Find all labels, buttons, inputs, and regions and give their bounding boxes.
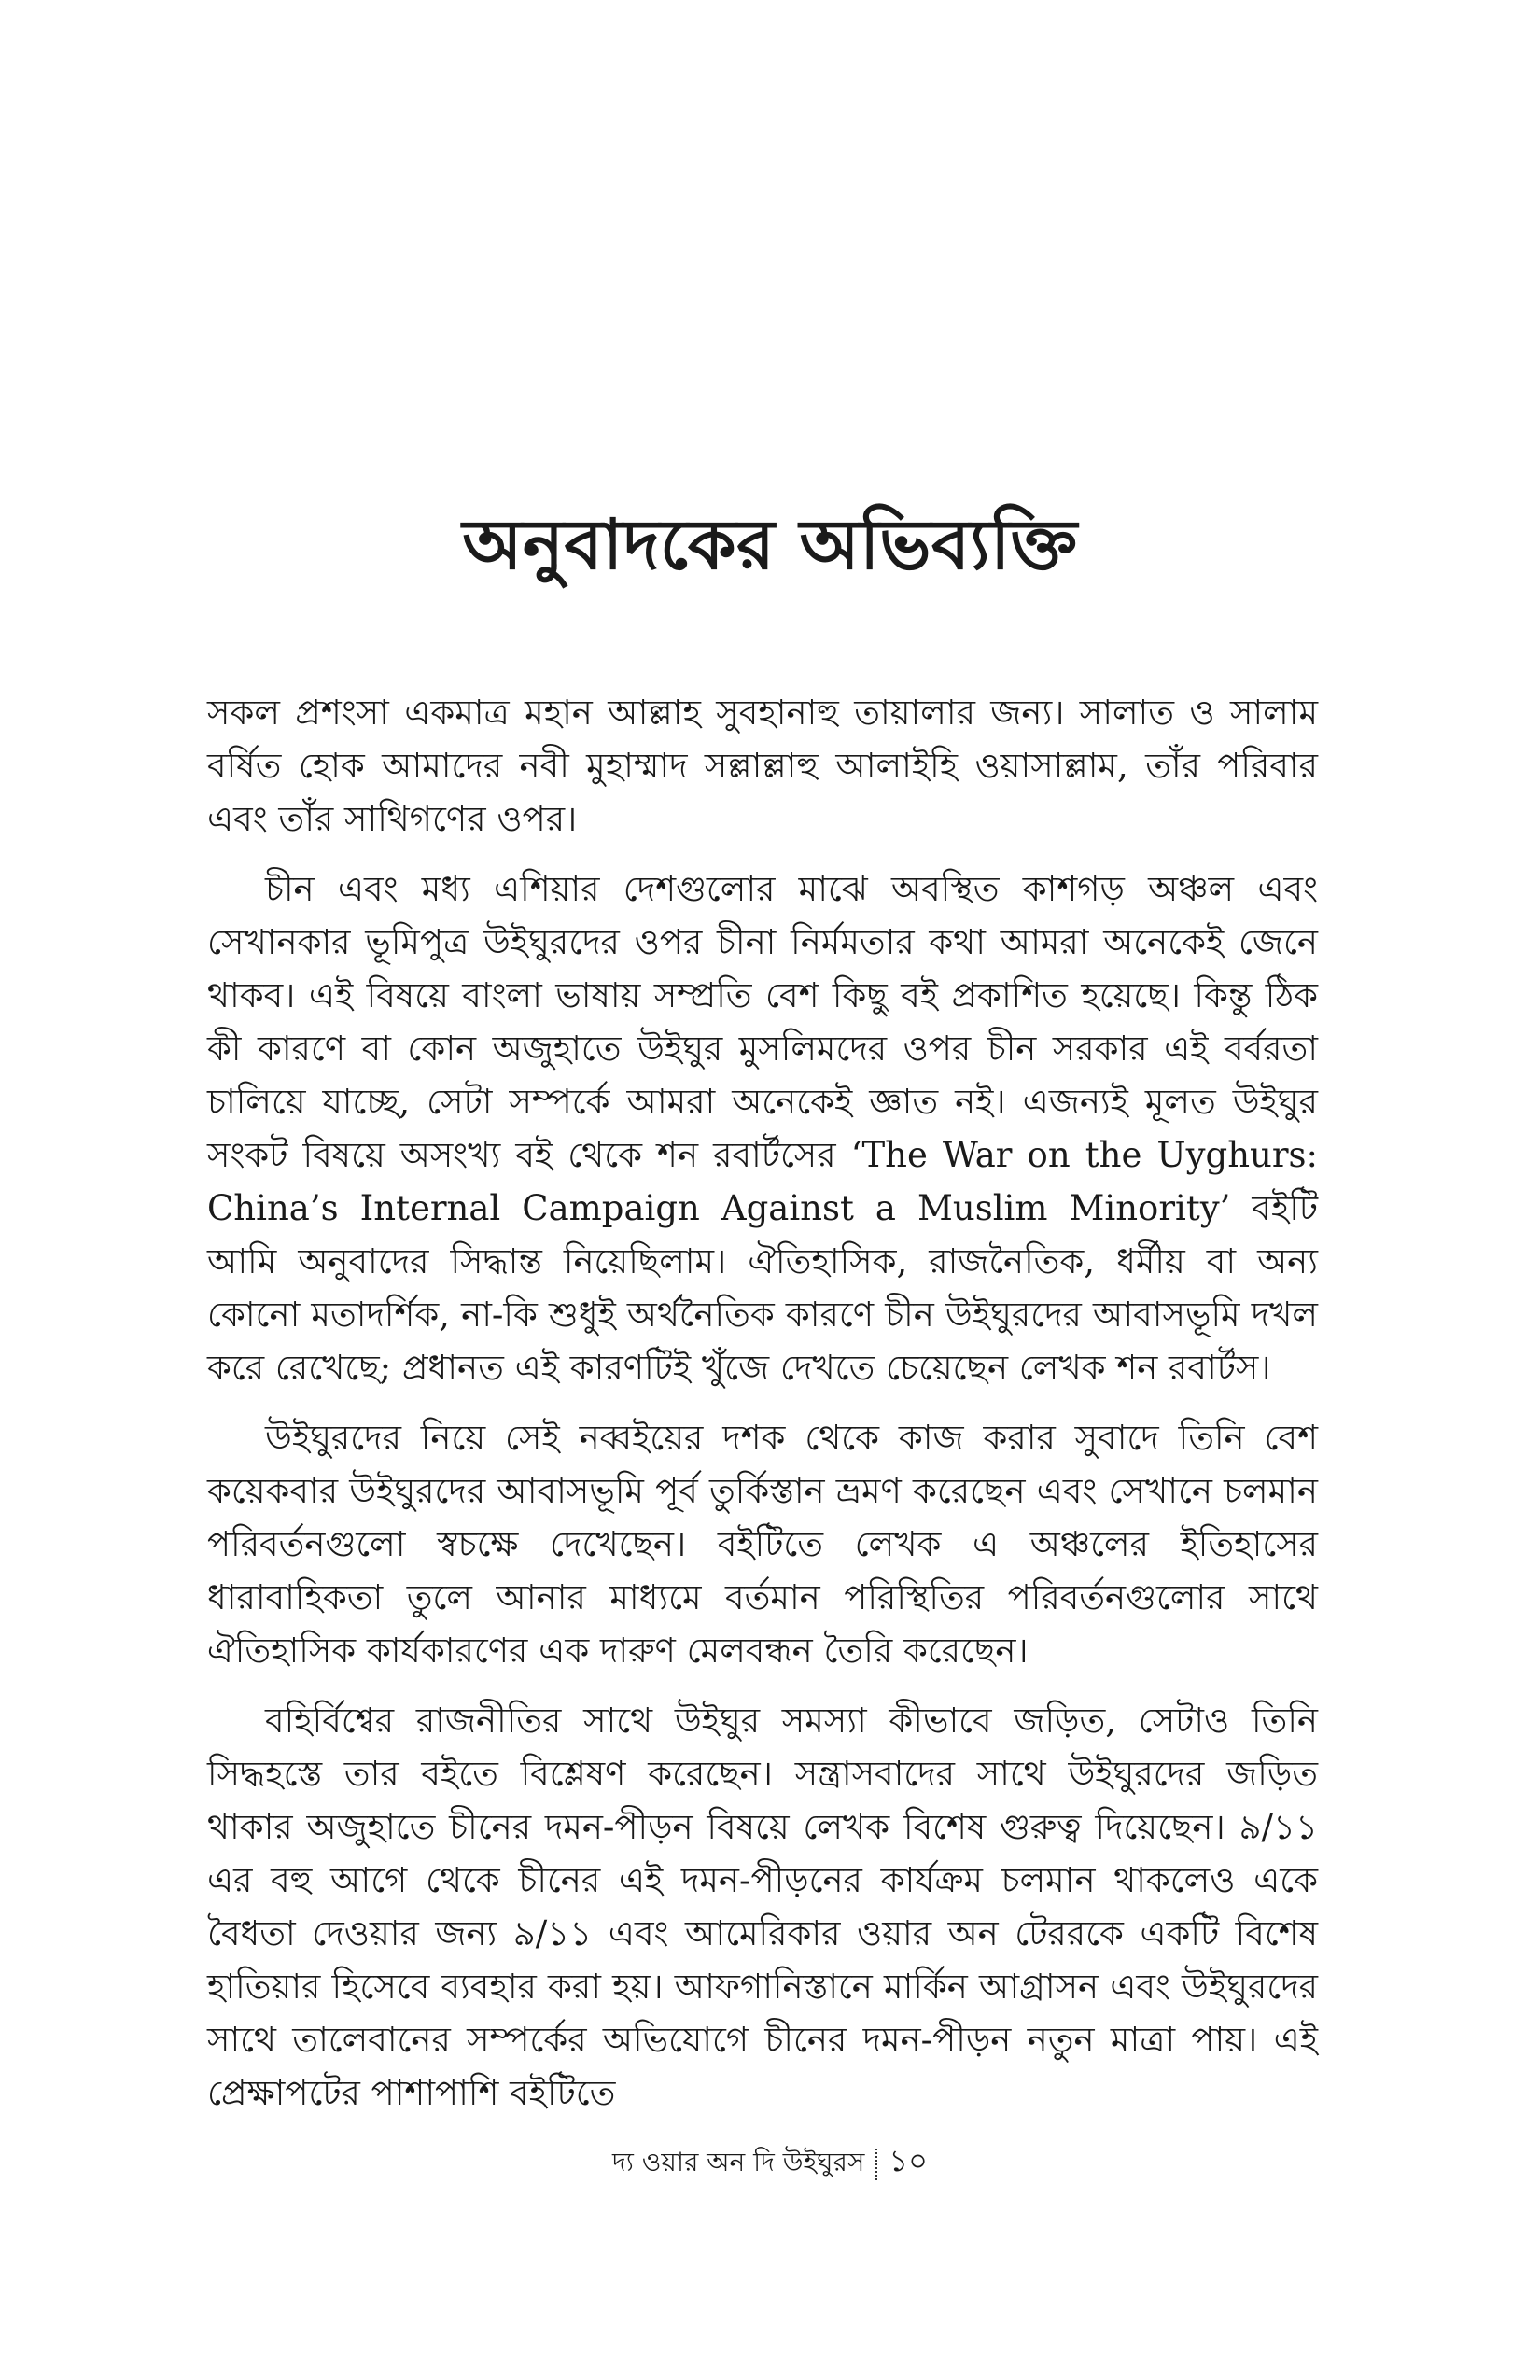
paragraph-3: উইঘুরদের নিয়ে সেই নব্বইয়ের দশক থেকে কাজ করার সুবাদে তিনি বেশ কয়েকবার উইঘুরদের আবাসভূমি পূর্ব তুর্কিস্তান ভ্রমণ করেছেন এবং সেখানে চলমান পরিবর্তনগুলো স্বচক্ষে দেখেছেন। বইটিতে লেখক এ অঞ্চলের ইতিহাসের ধারাবাহিকতা তুলে আনার মাধ্যমে বর্তমান পরিস্থিতির পরিবর্তনগুলোর সাথে ঐতিহাসিক কার্যকারণের এক দারুণ মেলবন্ধন তৈরি করেছেন। (207, 1418, 1318, 1671)
paragraph-2: চীন এবং মধ্য এশিয়ার দেশগুলোর মাঝে অবস্থিত কাশগড় অঞ্চল এবং সেখানকার ভূমিপুত্র উইঘুরদের ওপর চীনা নির্মমতার কথা আমরা অনেকেই জেনে থাকব। এই বিষয়ে বাংলা ভাষায় সম্প্রতি বেশ কিছু বই প্রকাশিত হয়েছে। কিন্তু ঠিক কী কারণে বা কোন অজুহাতে উইঘুর মুসলিমদের ওপর চীন সরকার এই বর্বরতা চালিয়ে যাচ্ছে, সেটা সম্পর্কে আমরা অনেকেই জ্ঞাত নই। এজন্যই মূলত উইঘুর সংকট বিষয়ে অসংখ্য বই থেকে শন রবার্টসের ‘The War on the Uyghurs: China’s Internal Campaign Against a Muslim Minority’ বইটি আমি অনুবাদের সিদ্ধান্ত নিয়েছিলাম। ঐতিহাসিক, রাজনৈতিক, ধর্মীয় বা অন্য কোনো মতাদর্শিক, না-কি শুধুই অর্থনৈতিক কারণে চীন উইঘুরদের আবাসভূমি দখল করে রেখেছে; প্রধানত এই কারণটিই খুঁজে দেখতে চেয়েছেন লেখক শন রবার্টস। (207, 869, 1318, 1388)
chapter-title: অনুবাদকের অভিব্যক্তি (462, 505, 1078, 585)
footer-book-title: দ্য ওয়ার অন দি উইঘুরস (612, 2147, 865, 2177)
paragraph-1: সকল প্রশংসা একমাত্র মহান আল্লাহ সুবহানাহু তায়ালার জন্য। সালাত ও সালাম বর্ষিত হোক আমাদের নবী মুহাম্মাদ সল্লাল্লাহু আলাইহি ওয়াসাল্লাম, তাঁর পরিবার এবং তাঁর সাথিগণের ওপর। (207, 693, 1318, 839)
page-footer (0, 2142, 1540, 2181)
footer-separator (875, 2149, 877, 2180)
body-text (207, 686, 1318, 2136)
paragraph-4: বহির্বিশ্বের রাজনীতির সাথে উইঘুর সমস্যা কীভাবে জড়িত, সেটাও তিনি সিদ্ধহস্তে তার বইতে বিশ্লেষণ করেছেন। সন্ত্রাসবাদের সাথে উইঘুরদের জড়িত থাকার অজুহাতে চীনের দমন-পীড়ন বিষয়ে লেখক বিশেষ গুরুত্ব দিয়েছেন। ৯/১১ এর বহু আগে থেকে চীনের এই দমন-পীড়নের কার্যক্রম চলমান থাকলেও একে বৈধতা দেওয়ার জন্য ৯/১১ এবং আমেরিকার ওয়ার অন টেররকে একটি বিশেষ হাতিয়ার হিসেবে ব্যবহার করা হয়। আফগানিস্তানে মার্কিন আগ্রাসন এবং উইঘুরদের সাথে তালেবানের সম্পর্কের অভিযোগে চীনের দমন-পীড়ন নতুন মাত্রা পায়। এই প্রেক্ষাপটের পাশাপাশি বইটিতে (207, 1701, 1318, 2113)
page-number: ১০ (889, 2143, 928, 2178)
